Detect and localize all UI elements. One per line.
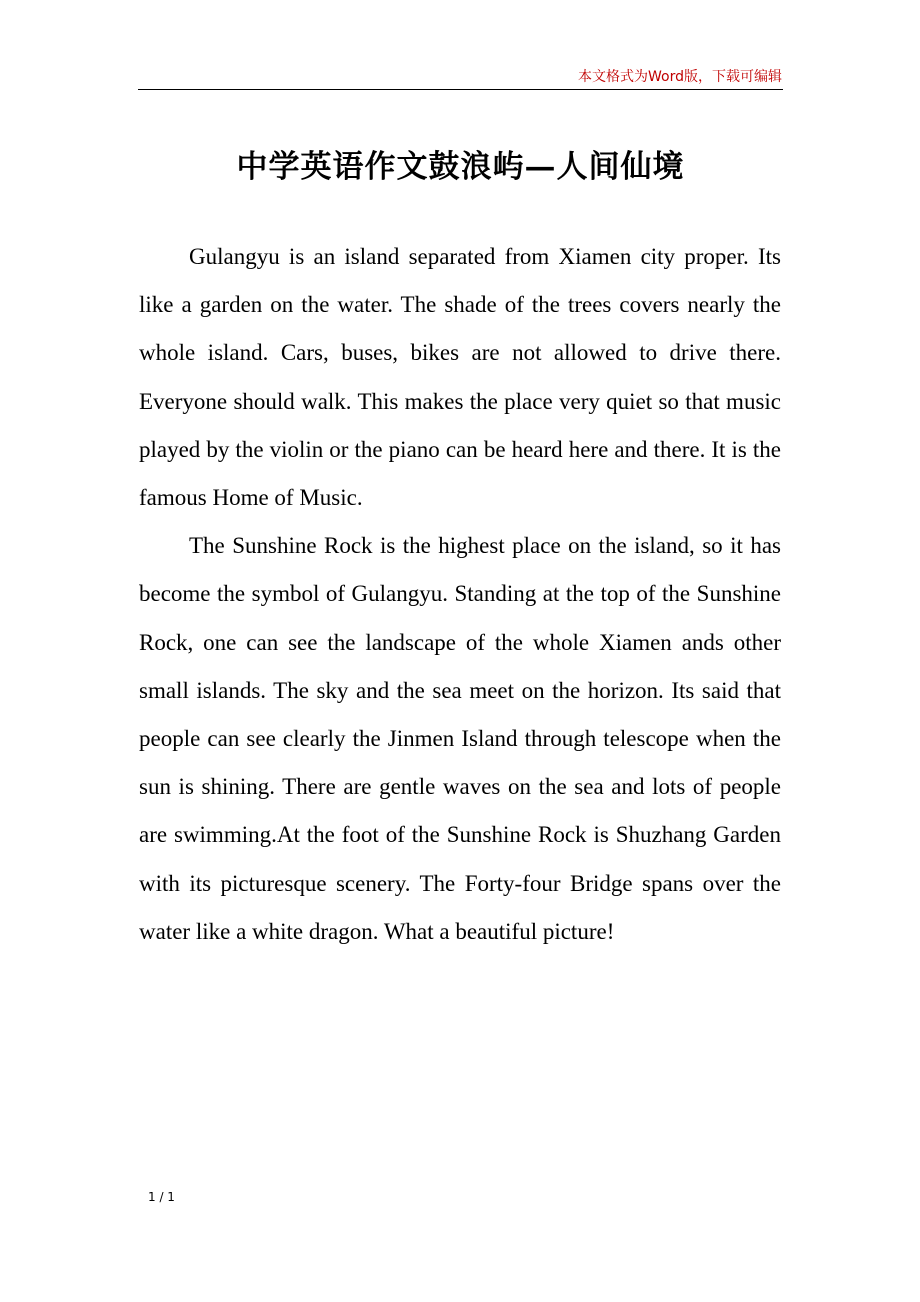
page-number: 1 / 1 <box>148 1190 175 1204</box>
page-title: 中学英语作文鼓浪屿—人间仙境 <box>236 148 685 185</box>
header-divider <box>138 89 783 90</box>
paragraph-2: The Sunshine Rock is the highest place on the island, so it has become the symbol of Gulangyu. Standing at the top of the Sunshine Rock, one can see the landscape of the whole Xiamen ands other small islands. The sky and the sea meet on the horizon. Its said that people can see clearly the Jinmen Island through telescope when the sun is shining. There are gentle waves on the sea and lots of people are swimming.At the foot of the Sunshine Rock is Shuzhang Garden with its picturesque scenery. The Forty-four Bridge spans over the water like a white dragon. What a beautiful picture! <box>139 533 781 944</box>
paragraph-1: Gulangyu is an island separated from Xiamen city proper. Its like a garden on the water. The shade of the trees covers nearly the whole island. Cars, buses, bikes are not allowed to drive there. Everyone should walk. This makes the place very quiet so that music played by the violin or the piano can be heard here and there. It is the famous Home of Music. <box>139 244 781 511</box>
essay-body <box>139 233 781 956</box>
header-note: 本文格式为Word版，下载可编辑 <box>578 69 782 85</box>
